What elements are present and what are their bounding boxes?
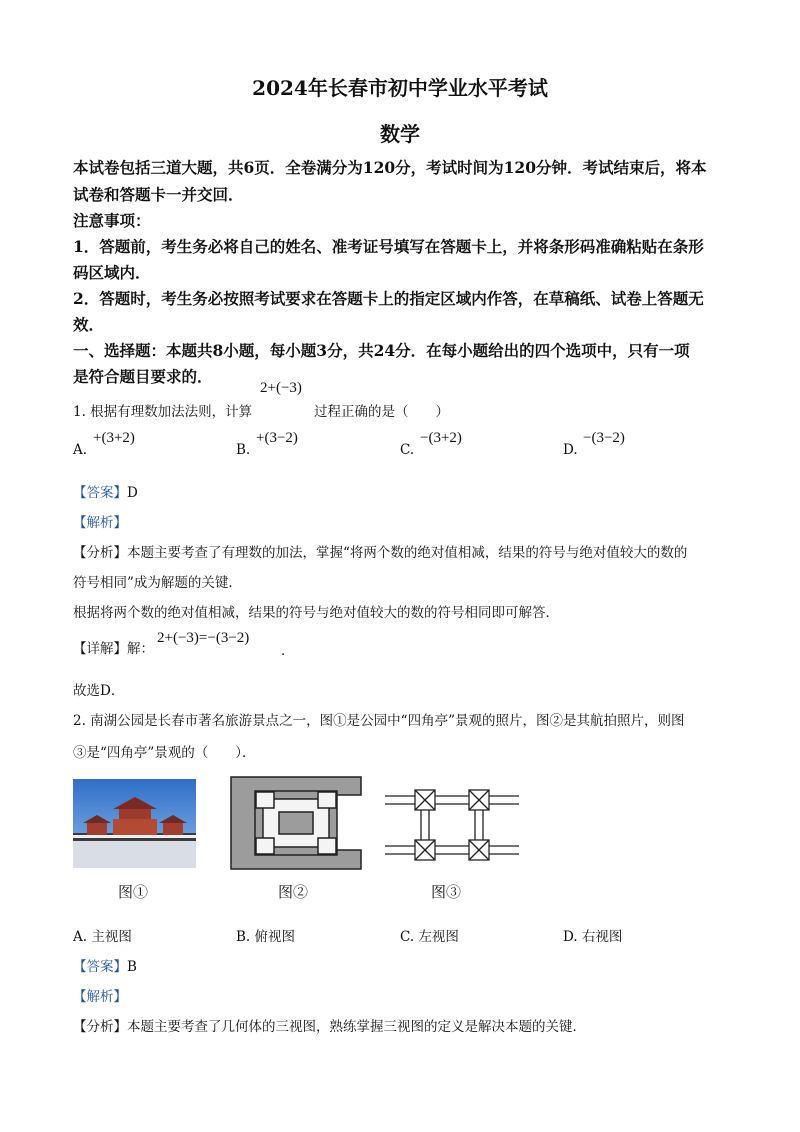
q1-stem-a: 1. 根据有理数加法法则，计算: [73, 404, 253, 420]
q1-option-d-expr: −(3−2): [583, 430, 625, 446]
q1-answer: [73, 481, 138, 501]
q1-detail-expression: 2+(−3)=−(3−2): [157, 630, 250, 646]
q2-fenxi: [73, 1015, 586, 1035]
fenxi-tag: 【分析】: [73, 545, 127, 561]
figure-3-caption: 图③: [431, 883, 462, 901]
q1-option-c-expr: −(3+2): [420, 430, 462, 446]
q1-analysis-tag: 【解析】: [73, 515, 127, 531]
q1-detail: [73, 637, 154, 657]
intro-line-1: 本试卷包括三道大题，共6页．全卷满分为120分，考试时间为120分钟．考试结束后，将本: [73, 158, 707, 177]
fenxi-text: 本题主要考查了有理数的加法，掌握“将两个数的绝对值相减，结果的符号与绝对值较大的数的: [127, 545, 688, 561]
option-label: A.: [73, 929, 88, 945]
detail-prefix: 解：: [127, 641, 154, 657]
answer-value: D: [127, 485, 138, 501]
option-text: 主视图: [91, 929, 132, 945]
q1-fenxi-line-1: [73, 541, 687, 561]
q2-stem-line-2: ③是“四角亭”景观的（ ）．: [73, 745, 256, 761]
q1-option-b-label: B.: [236, 442, 251, 458]
q2-stem-line-1: 2. 南湖公园是长春市著名旅游景点之一，图①是公园中“四角亭”景观的照片，图②是其航拍照片，则图: [73, 713, 685, 729]
option-text: 俯视图: [254, 929, 296, 945]
fenxi-tag: 【分析】: [73, 1019, 127, 1035]
q1-option-a-expr: +(3+2): [93, 430, 135, 446]
figure-2-caption: 图②: [278, 883, 309, 901]
q1-method: 根据将两个数的绝对值相减，结果的符号与绝对值较大的数的符号相同即可解答．: [73, 605, 559, 621]
q2-analysis-tag: 【解析】: [73, 989, 127, 1005]
q2-option-c: [400, 925, 459, 945]
q1-option-a-label: A.: [73, 442, 88, 458]
answer-tag: 【答案】: [73, 959, 127, 975]
aerial-view-diagram: [230, 776, 362, 870]
option-label: D.: [563, 929, 578, 945]
option-text: 左视图: [418, 929, 459, 945]
q1-fenxi-line-2: 符号相同”成为解题的关键．: [73, 575, 242, 591]
pavilion-photo: [73, 779, 196, 868]
q1-option-c-label: C.: [400, 442, 415, 458]
q1-conclusion: 故选D．: [73, 683, 125, 699]
option-text: 右视图: [581, 929, 623, 945]
option-label: C.: [400, 929, 415, 945]
option-label: B.: [236, 929, 251, 945]
notice-item-1-line-2: 码区域内．: [73, 263, 151, 282]
q2-option-a: [73, 925, 132, 945]
notice-item-2-line-2: 效．: [73, 315, 105, 334]
exam-title: 2024年长春市初中学业水平考试: [252, 76, 548, 100]
q1-detail-end: ．: [281, 643, 295, 659]
section-1-line-2: 是符合题目要求的．: [73, 367, 213, 386]
answer-tag: 【答案】: [73, 485, 127, 501]
view-drawing: [385, 784, 519, 868]
q2-option-d: [563, 925, 622, 945]
q1-expression: 2+(−3): [260, 380, 302, 396]
q1-option-b-expr: +(3−2): [256, 430, 298, 446]
notice-item-1-line-1: 1．答题前，考生务必将自己的姓名、准考证号填写在答题卡上，并将条形码准确粘贴在条形: [73, 237, 704, 256]
q1-stem-b: 过程正确的是（ ）: [314, 404, 449, 420]
section-1-line-1: 一、选择题：本题共8小题，每小题3分，共24分．在每小题给出的四个选项中，只有一项: [73, 341, 690, 360]
answer-value: B: [127, 959, 137, 975]
detail-tag: 【详解】: [73, 641, 127, 657]
notice-item-2-line-1: 2．答题时，考生务必按照考试要求在答题卡上的指定区域内作答，在草稿纸、试卷上答题无: [73, 289, 704, 308]
subject-title: 数学: [380, 122, 420, 146]
q2-option-b: [236, 925, 295, 945]
fenxi-text: 本题主要考查了几何体的三视图，熟练掌握三视图的定义是解决本题的关键．: [127, 1019, 586, 1035]
q1-option-d-label: D.: [563, 442, 578, 458]
figure-1-caption: 图①: [118, 883, 149, 901]
notice-heading: 注意事项：: [73, 211, 151, 230]
intro-line-2: 试卷和答题卡一并交回．: [73, 185, 244, 204]
q2-answer: [73, 955, 137, 975]
